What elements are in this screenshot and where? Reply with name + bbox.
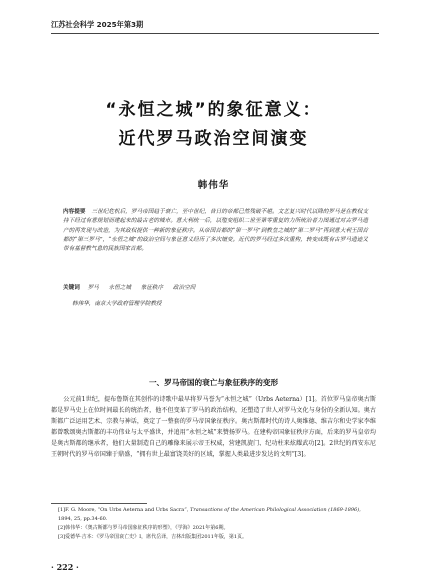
keywords-label: 关键词 [63, 285, 80, 291]
footnote-1-suffix: , 1894, 25, pp.34-60. [58, 507, 361, 522]
footnote-1-prefix: [1]F. G. Moore, “On Urbs Aeterna and Urbs Sacra”, [58, 507, 191, 513]
footnote-rule [51, 503, 147, 504]
page-number: · 222 · [51, 562, 79, 572]
article-title-line-1: “永恒之城”的象征意义： [105, 100, 322, 120]
section-heading: 一、罗马帝国的衰亡与象征秩序的变形 [148, 378, 279, 387]
abstract [63, 208, 368, 254]
footnote-3: [3]爱德华·吉本：《罗马帝国衰亡史》I，席代岳译，吉林出版集团2011年版，第1页。 [58, 534, 248, 540]
footnote-1 [58, 506, 376, 524]
footnote-2: [2]韩伟华：《奥古斯都与罗马帝国象征秩序的形塑》，《学海》2021年第6期。 [58, 525, 229, 531]
body-paragraph: 公元前1世纪，提布鲁斯在其创作的诗歌中最早将罗马誉为“永恒之城”（Urbs Aeterna）[1]。首位罗马皇帝奥古斯都是罗马史上在位时间最长的统治者，他不但变革了罗马的政治结构，还塑造了世人对罗马文化与身份的全新认知。奥古斯都广泛运用艺术、宗教与神话，奠定了一整套的罗马帝国象征秩序。奥古斯都时代的诗人奥维德、维吉尔和史学家李维都曾歌颂奥古斯都的丰功伟业与太平盛世，并追用“永恒之城”来赞扬罗马。在建构帝国象征秩序方面，后来的罗马皇帝均是奥古斯都的继承者，他们大量制造自己的雕像来展示帝王权威，营建凯旋门、纪功柱来炫耀武功[2]。2世纪的西安东尼王朝时代的罗马帝国臻于鼎盛，“拥有世上最富饶美好的区域，掌握人类最进步发达的文明”[3]。 [51, 396, 376, 459]
body-text [51, 394, 376, 461]
header-rule [51, 33, 379, 34]
author-name: 韩伟华 [197, 180, 230, 191]
keywords [63, 284, 368, 293]
journal-header: 江苏社会科学 2025年第3期 [51, 20, 144, 29]
keyword: 永恒之城 [108, 285, 131, 291]
article-title-line-2: 近代罗马政治空间演变 [118, 129, 309, 149]
footnotes [58, 506, 376, 542]
author-affiliation: 韩伟华，南京大学政府管理学院教授 [72, 301, 162, 307]
abstract-label: 内容提要 [63, 209, 86, 215]
footnote-1-journal: Transactions of the American Philological Association (1869-1896) [190, 507, 360, 513]
keyword: 政治空间 [172, 285, 196, 291]
keyword: 罗马 [87, 285, 99, 291]
abstract-text: 三世纪危机后，罗马帝国趋于衰亡，至中世纪，昔日的帝都已然残破不堪。文艺复兴时代以降的罗马是在教权支持下经过有意规划而建起来的最古老的城市。意大利统一后，以殖变组织二世至第零重复的力所统治者力图通过对古罗马遗产的再发现与改造，为其政权提供一种新的象征秩序。从帝国首都的“第一罗马”到教皇之城的“第二罗马”再到意大利王国首都的“第三罗马”，“永恒之城”的政治空间与象征意义经历了多次嬗变。近代的罗马经过多次重构，转变成既有古罗马遗迹又带有基督教气息的民族国家首都。 [63, 209, 368, 253]
keyword: 象征秩序 [140, 285, 164, 291]
